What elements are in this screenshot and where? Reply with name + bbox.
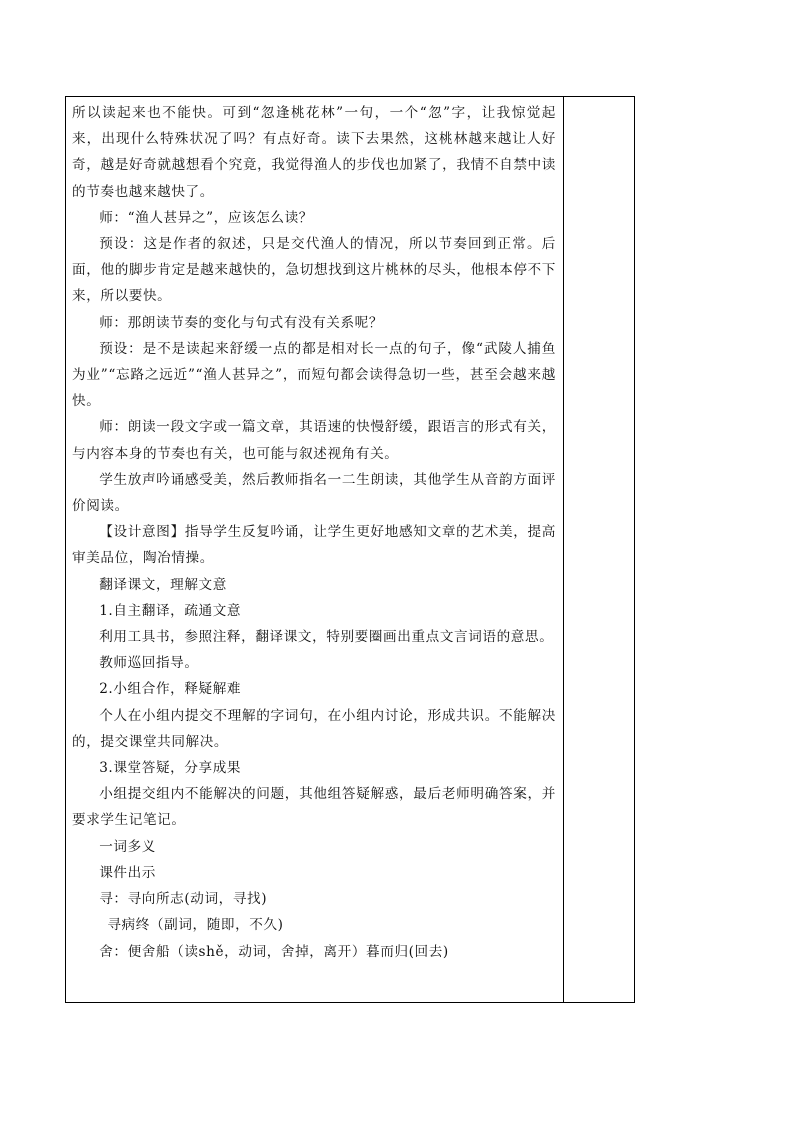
notes-cell [564,97,634,1002]
paragraph-teacher-question-1: 师：“渔人甚异之”，应该怎么读？ [99,209,313,226]
step-heading-1: 1.自主翻译，疏通文意 [99,602,242,619]
paragraph-preset-answer-2: 预设：是不是读起来舒缓一点的都是相对长一点的句子，像“武陵人捕鱼为业”“忘路之远近”“渔人甚异之”，而短句都会读得急切一些，甚至会越来越快。 [72,340,556,410]
step-heading-2: 2.小组合作，释疑解难 [99,681,242,698]
paragraph-teacher-guidance: 教师巡回指导。 [99,655,199,672]
paragraph-student-reading: 学生放声吟诵感受美，然后教师指名一二生朗读，其他学生从音韵方面评价阅读。 [72,471,556,515]
paragraph-step-1-body: 利用工具书，参照注释，翻译课文，特别要圈画出重点文言词语的意思。 [99,629,554,646]
polysemy-item-she: 舍：便舍船（读shě，动词，舍掉，离开）暮而归(回去) [99,943,449,960]
lesson-table [65,96,635,1003]
paragraph-preset-answer-1: 预设：这是作者的叙述，只是交代渔人的情况，所以节奏回到正常。后面，他的脚步肯定是越来越快的，急切想找到这片桃林的尽头，他根本停不下来，所以要快。 [72,236,556,305]
paragraph-courseware: 课件出示 [99,864,156,881]
paragraph-design-intent: 【设计意图】指导学生反复吟诵，让学生更好地感知文章的艺术美，提高审美品位，陶冶情操。 [72,524,556,567]
paragraph-step-2-body: 个人在小组内提交不理解的字词句，在小组内讨论，形成共识。不能解决的，提交课堂共同解决。 [72,707,556,750]
polysemy-item-xun-2: 寻病终（副词，随即，不久) [107,917,284,934]
lesson-content-cell [72,100,556,965]
paragraph-teacher-summary: 师：朗读一段文字或一篇文章，其语速的快慢舒缓，跟语言的形式有关，与内容本身的节奏也有关，也可能与叙述视角有关。 [72,419,556,462]
paragraph-step-3-body: 小组提交组内不能解决的问题，其他组答疑解惑，最后老师明确答案，并要求学生记笔记。 [72,786,556,829]
step-heading-3: 3.课堂答疑，分享成果 [99,760,242,777]
section-heading-polysemy: 一词多义 [99,838,156,855]
polysemy-item-xun-1: 寻：寻向所志(动词，寻找) [99,891,268,908]
section-heading-translation: 翻译课文，理解文意 [99,576,227,593]
paragraph-teacher-question-2: 师：那朗读节奏的变化与句式有没有关系呢？ [99,314,384,331]
paragraph-reading-continuation: 所以读起来也不能快。可到“忽逢桃花林”一句，一个“忽”字，让我惊觉起来，出现什么特殊状况了吗？有点好奇。读下去果然，这桃林越来越让人好奇，越是好奇就越想看个究竟，我觉得渔人的步伐也加紧了，我情不自禁中读的节奏也越来越快了。 [72,105,556,200]
